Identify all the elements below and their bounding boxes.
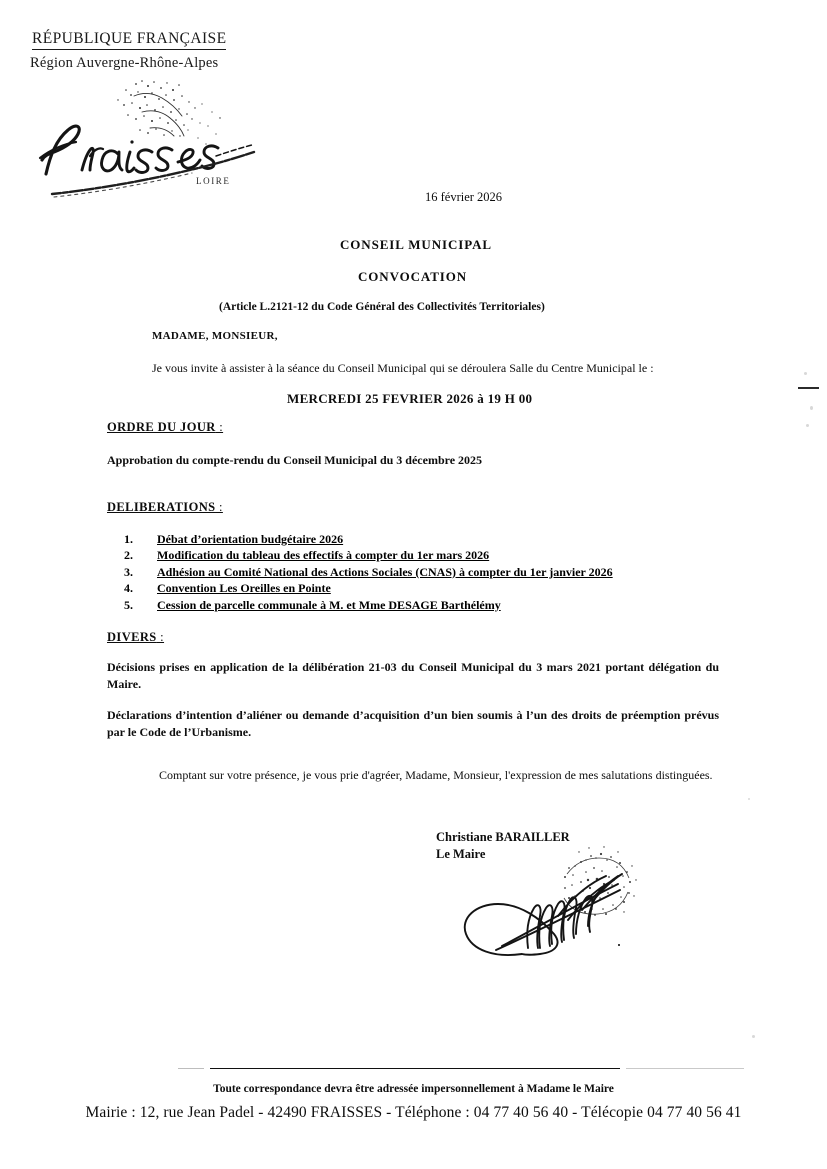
list-item-label: Cession de parcelle communale à M. et Mme DESAGE Barthélémy: [157, 597, 501, 612]
closing-paragraph: Comptant sur votre présence, je vous prie d'agréer, Madame, Monsieur, l'expression de mes salutations distinguées.: [159, 768, 713, 782]
list-item-label: Adhésion au Comité National des Actions Sociales (CNAS) à compter du 1er janvier 2026: [157, 564, 613, 579]
agenda-item: Approbation du compte-rendu du Conseil Municipal du 3 décembre 2025: [107, 453, 483, 467]
scan-speck: [748, 798, 750, 800]
deliberations-list: [107, 531, 747, 613]
document-subtitle: CONVOCATION: [358, 269, 468, 284]
divers-heading-colon: :: [156, 630, 165, 644]
footer-divider: [210, 1068, 620, 1069]
list-item: [107, 597, 747, 613]
footer-address: Mairie : 12, rue Jean Padel - 42490 FRAISSES - Téléphone : 04 77 40 56 40 - Télécopie 04 77 40 56 41: [85, 1104, 742, 1121]
list-item-number: 5.: [124, 597, 133, 612]
list-item: [107, 580, 747, 596]
scan-speck: [810, 406, 813, 410]
list-item-label: Modification du tableau des effectifs à compter du 1er mars 2026: [157, 548, 490, 563]
region-subtitle: Région Auvergne-Rhône-Alpes: [30, 55, 219, 71]
letterhead: [30, 30, 290, 203]
salutation: MADAME, MONSIEUR,: [152, 330, 278, 342]
meeting-datetime: MERCREDI 25 FEVRIER 2026 à 19 H 00: [287, 391, 533, 406]
agenda-heading-label: ORDRE DU JOUR: [107, 420, 216, 434]
deliberations-heading-colon: :: [215, 500, 223, 514]
scan-speck: [806, 424, 809, 427]
agenda-heading: [107, 420, 223, 435]
scan-speck: [804, 372, 807, 375]
scan-speck: [752, 1035, 755, 1038]
list-item: [107, 547, 747, 563]
deliberations-heading-label: DELIBERATIONS: [107, 500, 216, 514]
logo-department-label: LOIRE: [196, 176, 231, 186]
list-item-number: 2.: [124, 548, 133, 563]
scan-artifact-mark: [798, 387, 819, 389]
legal-reference: (Article L.2121-12 du Code Général des Collectivités Territoriales): [219, 301, 545, 313]
deliberations-heading: [107, 500, 223, 515]
footer-note: Toute correspondance devra être adressée impersonnellement à Madame le Maire: [213, 1083, 614, 1095]
list-item-number: 4.: [124, 581, 133, 596]
divers-heading-label: DIVERS: [107, 630, 157, 644]
list-item-number: 3.: [124, 564, 133, 579]
handwritten-signature: [436, 822, 676, 972]
signatory-name: Christiane BARAILLER: [436, 830, 570, 844]
fraisses-logo-artwork: [30, 78, 280, 203]
list-item-label: Convention Les Oreilles en Pointe: [157, 581, 331, 596]
divers-heading: [107, 630, 164, 645]
document-title: CONSEIL MUNICIPAL: [340, 237, 492, 252]
republic-title: RÉPUBLIQUE FRANÇAISE: [32, 30, 226, 50]
commune-logo: [30, 78, 280, 203]
signatory-role: Le Maire: [436, 847, 486, 861]
document-date: 16 février 2026: [425, 190, 503, 204]
list-item-number: 1.: [124, 532, 133, 546]
divers-paragraph-1: Décisions prises en application de la délibération 21-03 du Conseil Municipal du 3 mars 2021 portant délégation du Maire.: [107, 660, 719, 691]
divers-paragraph-2: Déclarations d’intention d’aliéner ou demande d’acquisition d’un bien soumis à l’un des droits de préemption prévus par le Code de l’Urbanisme.: [107, 708, 719, 739]
list-item: [107, 531, 747, 547]
signature-block: [436, 830, 776, 980]
invitation-text: Je vous invite à assister à la séance du Conseil Municipal qui se déroulera Salle du Centre Municipal le :: [152, 361, 654, 375]
list-item-label: Débat d’orientation budgétaire 2026: [157, 532, 344, 546]
list-item: [107, 564, 747, 580]
agenda-heading-colon: :: [215, 420, 224, 434]
